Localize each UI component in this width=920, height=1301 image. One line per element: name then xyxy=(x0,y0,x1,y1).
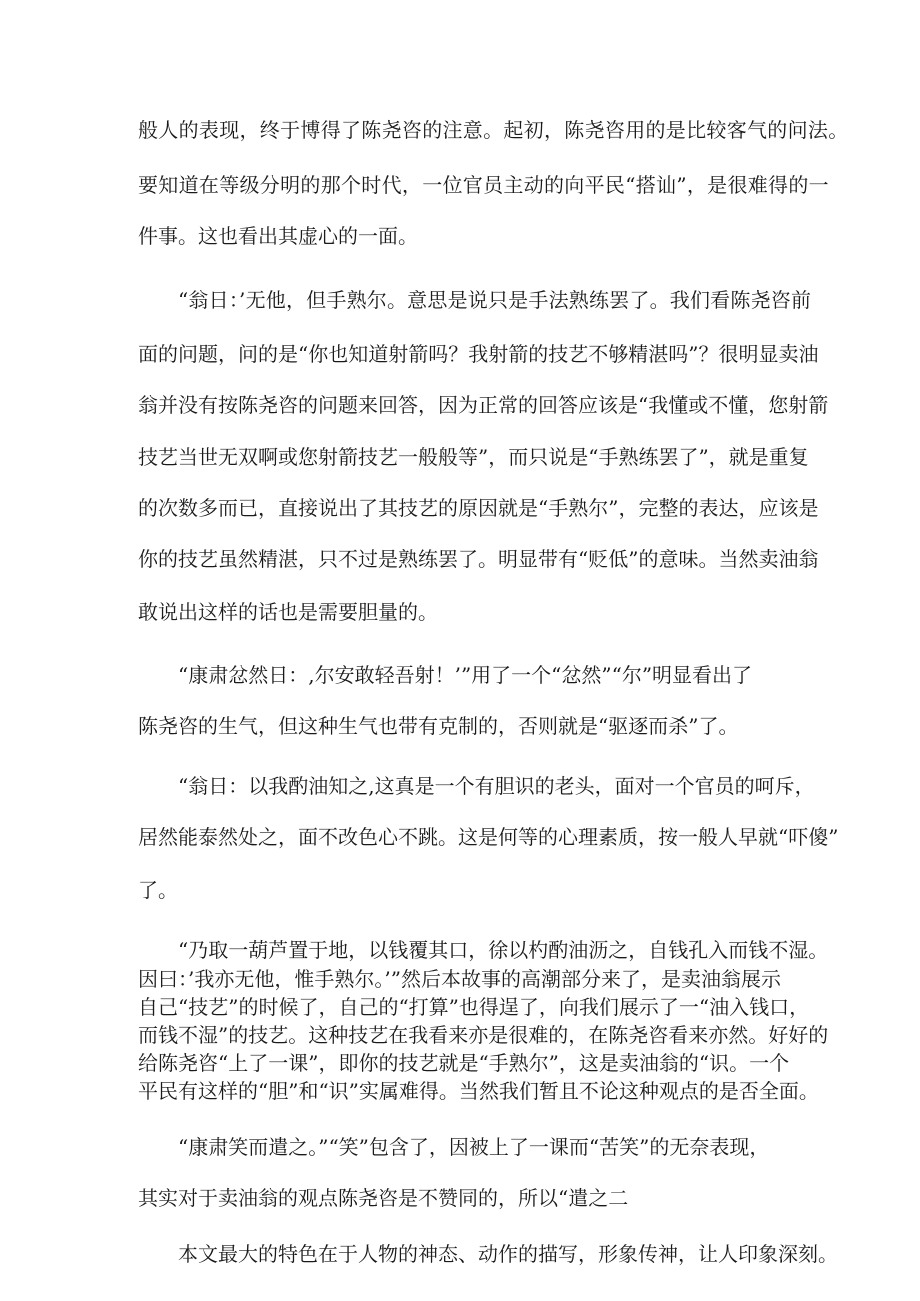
text-line: 给陈尧咨“上了一课”，即你的技艺就是“手熟尔”，这是卖油翁的“识。一个 xyxy=(138,1051,790,1075)
text-line: 居然能泰然处之，面不改色心不跳。这是何等的心理素质，按一般人早就“吓傻” xyxy=(138,825,839,849)
text-line: “翁日：以我酌油知之,这真是一个有胆识的老头，面对一个官员的呵斥， xyxy=(178,774,815,798)
text-line: 要知道在等级分明的那个时代，一位官员主动的向平民“搭讪”，是很难得的一 xyxy=(138,173,829,197)
text-line: 般人的表现，终于博得了陈尧咨的注意。起初，陈尧咨用的是比较客气的问法。 xyxy=(138,118,849,142)
text-line: 其实对于卖油翁的观点陈尧咨是不赞同的，所以“遣之二 xyxy=(138,1186,629,1210)
text-line: 自己“技艺”的时候了，自己的“打算”也得逞了，向我们展示了一“油入钱口， xyxy=(138,995,810,1019)
text-line: 你的技艺虽然精湛，只不过是熟练罢了。明显带有“贬低”的意味。当然卖油翁 xyxy=(138,547,819,571)
text-line: 平民有这样的“胆”和“识”实属难得。当然我们暂且不论这种观点的是否全面。 xyxy=(138,1079,819,1103)
text-line: 本文最大的特色在于人物的神态、动作的描写，形象传神，让人印象深刻。 xyxy=(178,1242,838,1266)
text-line: 的次数多而已，直接说出了其技艺的原因就是“手熟尔”，完整的表达，应该是 xyxy=(138,496,819,520)
text-line: 面的问题，问的是“你也知道射箭吗？我射箭的技艺不够精湛吗”？很明显卖油 xyxy=(138,342,819,366)
text-line: “乃取一葫芦置于地，以钱覆其口，徐以杓酌油沥之，自钱孔入而钱不湿。 xyxy=(178,938,829,962)
text-line: “翁日：’无他，但手熟尔。意思是说只是手法熟练罢了。我们看陈尧咨前 xyxy=(178,288,812,312)
text-line: 件事。这也看出其虚心的一面。 xyxy=(138,224,418,248)
text-line: 技艺当世无双啊或您射箭技艺一般般等”，而只说是“手熟练罢了”，就是重复 xyxy=(138,445,809,469)
text-line: 而钱不湿”的技艺。这种技艺在我看来亦是很难的，在陈尧咨看来亦然。好好的 xyxy=(138,1023,829,1047)
text-line: 陈尧咨的生气，但这种生气也带有克制的，否则就是“驱逐而杀”了。 xyxy=(138,714,739,738)
text-line: 翁并没有按陈尧咨的问题来回答，因为正常的回答应该是“我懂或不懂，您射箭 xyxy=(138,393,829,417)
text-line: 敢说出这样的话也是需要胆量的。 xyxy=(138,600,438,624)
text-line: 了。 xyxy=(138,878,178,902)
text-line: “康肃忿然日：,尔安敢轻吾射！’”用了一个“忿然”“尔”明显看出了 xyxy=(178,663,753,687)
text-line: 因曰：’我亦无他，惟手熟尔。’”然后本故事的高潮部分来了，是卖油翁展示 xyxy=(138,967,781,991)
text-line: “康肃笑而遣之。”“笑”包含了，因被上了一课而“苦笑”的无奈表现， xyxy=(178,1135,770,1159)
